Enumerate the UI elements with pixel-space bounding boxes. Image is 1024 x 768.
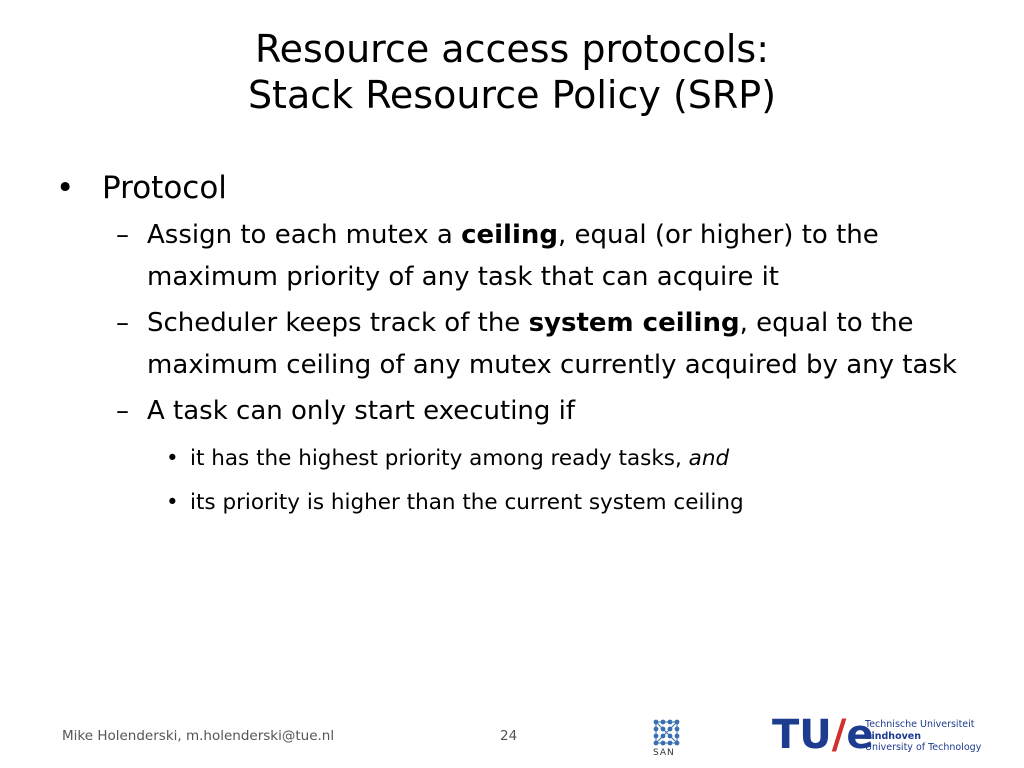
dash-icon: – [116, 396, 129, 426]
slide-title [0, 26, 1024, 118]
ceiling-text-post: , equal (or higher) to the maximum priority of any task that can acquire it [147, 220, 879, 292]
page-number: 24 [500, 728, 518, 744]
tue-university-name [865, 719, 981, 754]
title-line-1: Resource access protocols: [254, 27, 770, 71]
bullet-icon: • [56, 170, 75, 206]
dash-icon: – [116, 308, 129, 338]
tue-logo-slash: / [831, 712, 847, 758]
system-ceiling-term: system ceiling [528, 308, 740, 338]
bullet-protocol [56, 166, 976, 210]
tue-line-1: Technische Universiteit [865, 719, 975, 730]
condition-highest-priority [56, 444, 976, 474]
title-line-2: Stack Resource Policy (SRP) [247, 73, 777, 117]
slide-body [56, 166, 976, 518]
sub-bullet-ceiling [56, 214, 976, 298]
dash-icon: – [116, 220, 129, 250]
sub-bullet-system-ceiling [56, 302, 976, 386]
tue-logo [772, 712, 874, 758]
tue-logo-right: e [846, 712, 874, 758]
ceiling-term: ceiling [461, 220, 558, 250]
condition-1-and: and [688, 446, 730, 471]
condition-above-ceiling [56, 488, 976, 518]
system-ceiling-text-pre: Scheduler keeps track of the [147, 308, 529, 338]
condition-1-text: it has the highest priority among ready tasks, [190, 446, 689, 471]
system-ceiling-text-post: , equal to the maximum ceiling of any mutex currently acquired by any task [147, 308, 957, 380]
tue-logo-left: TU [772, 712, 832, 758]
san-label: SAN [653, 748, 675, 758]
condition-2-text: its priority is higher than the current system ceiling [190, 490, 744, 515]
ceiling-text-pre: Assign to each mutex a [147, 220, 462, 250]
bullet-icon: • [166, 490, 179, 515]
footer-author: Mike Holenderski, m.holenderski@tue.nl [62, 728, 335, 744]
sub-bullet-start-executing [56, 390, 976, 432]
bullet-protocol-text: Protocol [102, 170, 227, 206]
bullet-icon: • [166, 446, 179, 471]
start-executing-text: A task can only start executing if [147, 396, 576, 426]
tue-line-3: University of Technology [865, 742, 982, 753]
tue-line-2: Eindhoven [865, 730, 921, 742]
